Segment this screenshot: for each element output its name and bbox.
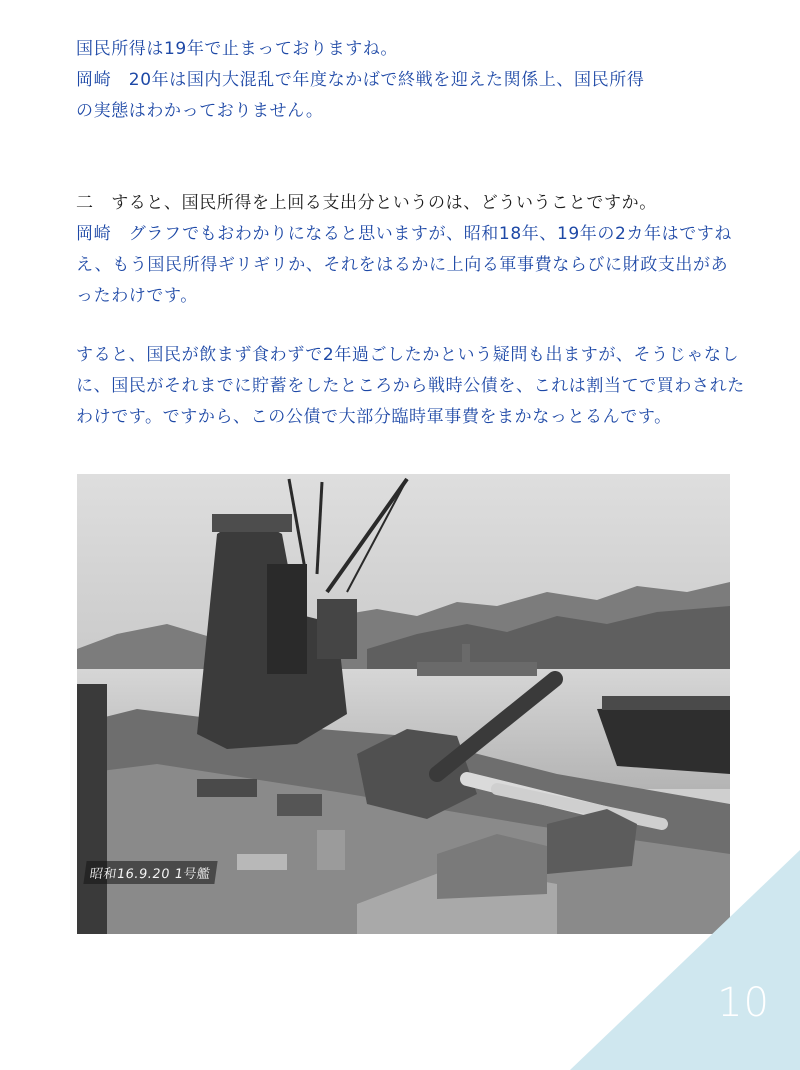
paragraph-3 (76, 340, 745, 433)
corner-triangle-decoration (570, 850, 800, 1070)
page-number: 10 (717, 980, 770, 1026)
paragraph-3-line-3: わけです。ですから、この公債で大部分臨時軍事費をまかなっとるんです。 (76, 407, 672, 427)
paragraph-2-line-3: え、もう国民所得ギリギリか、それをはるかに上向る軍事費ならびに財政支出があ (76, 255, 729, 275)
paragraph-2-line-2: 岡崎 グラフでもおわかりになると思いますが、昭和18年、19年の2カ年はですね (76, 224, 732, 244)
paragraph-3-line-1: すると、国民が飲まず食わずで2年過ごしたかという疑問も出ますが、そうじゃなし (76, 345, 740, 365)
paragraph-1-line-1: 国民所得は19年で止まっておりますね。 (76, 39, 399, 59)
paragraph-2 (76, 188, 736, 312)
paragraph-2-question: 二 すると、国民所得を上回る支出分というのは、どういうことですか。 (76, 193, 657, 213)
paragraph-2-line-4: ったわけです。 (76, 286, 198, 306)
paragraph-1-line-2: 岡崎 20年は国内大混乱で年度なかばで終戦を迎えた関係上、国民所得 (76, 70, 645, 90)
paragraph-1 (76, 34, 736, 127)
photo-caption: 昭和16.9.20 1号艦 (83, 861, 217, 884)
paragraph-1-line-3: の実態はわかっておりません。 (76, 101, 324, 121)
paragraph-3-line-2: に、国民がそれまでに貯蓄をしたところから戦時公債を、これは割当てで買わされた (76, 376, 745, 396)
